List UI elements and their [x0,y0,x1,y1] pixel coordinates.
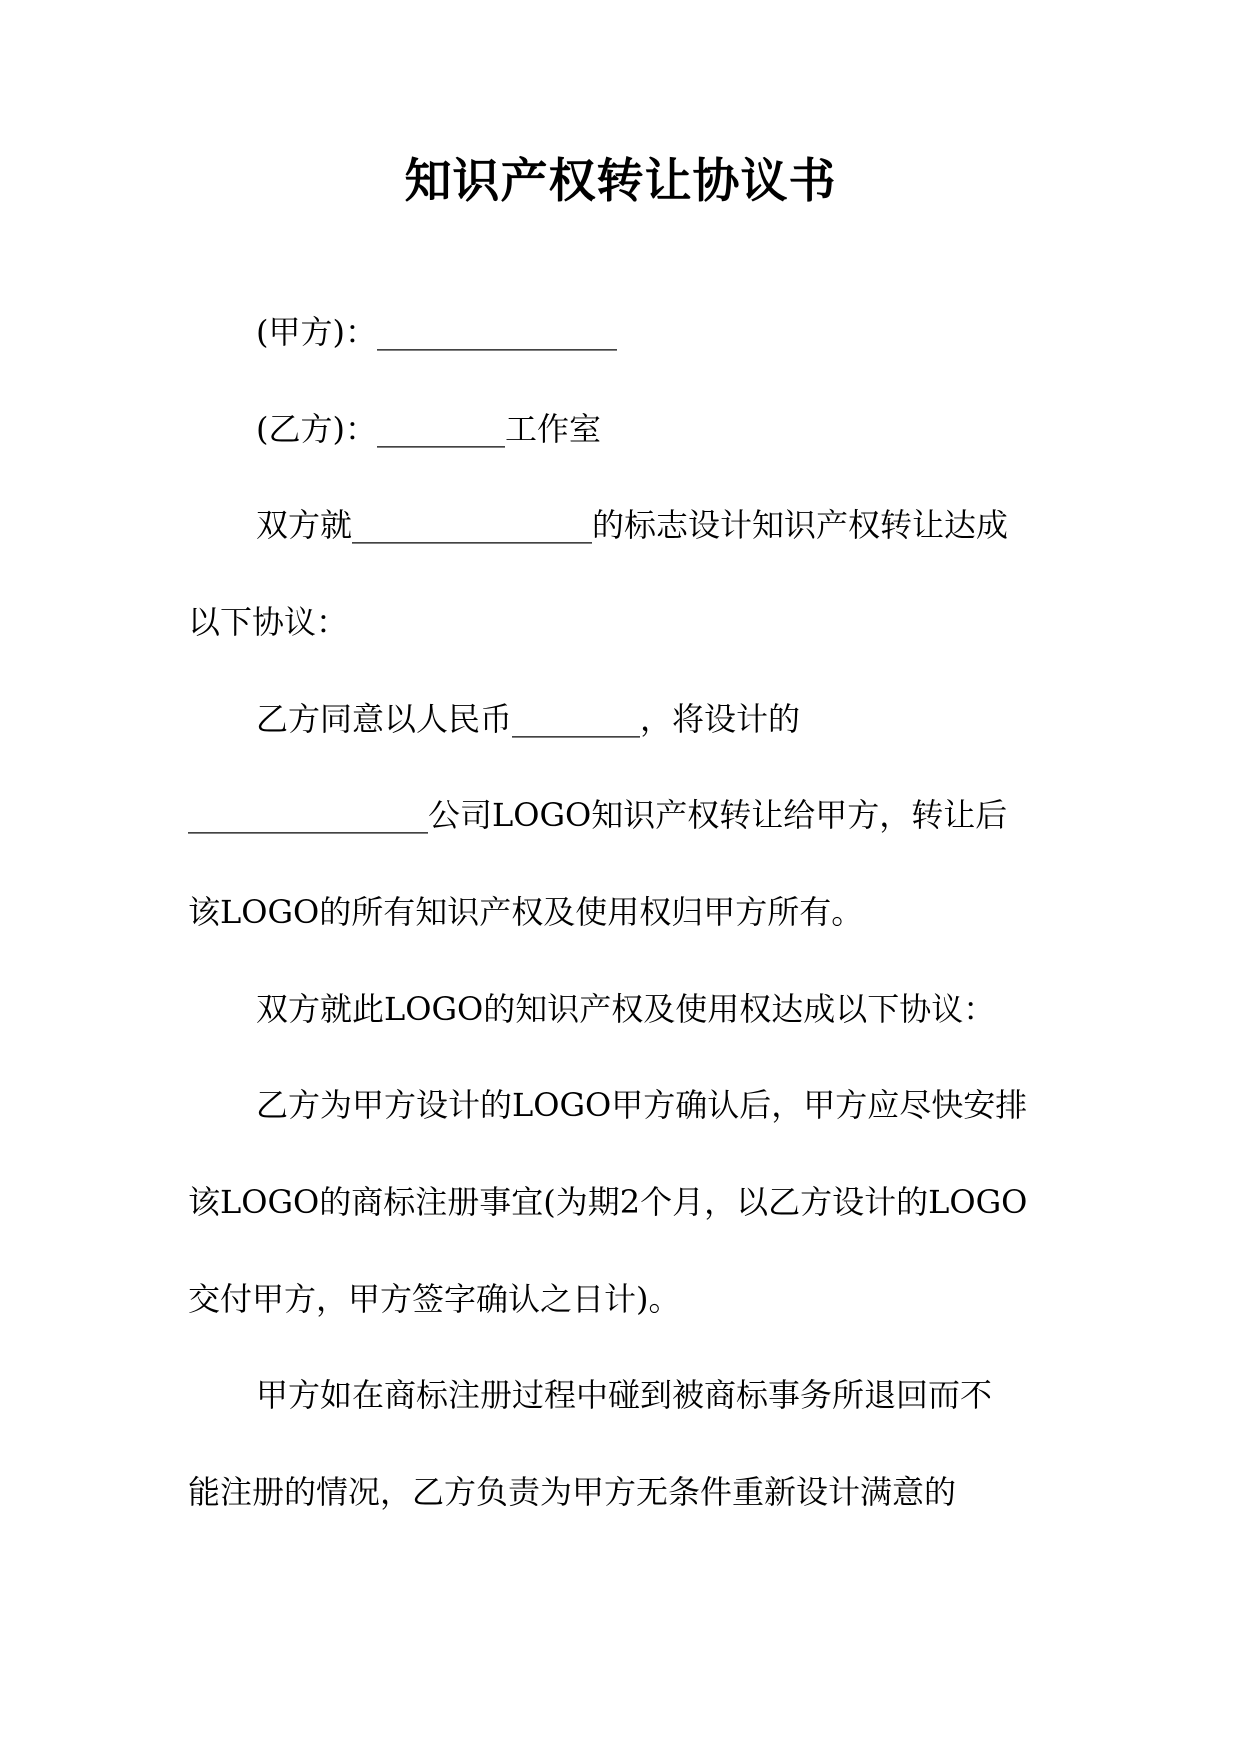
paragraph-line: 双方就此LOGO的知识产权及使用权达成以下协议： [256,990,996,1028]
party-b-line: (乙方)：________工作室 [256,410,601,448]
paragraph-line: 乙方为甲方设计的LOGO甲方确认后，甲方应尽快安排 [256,1086,1028,1124]
paragraph-line: 双方就_______________的标志设计知识产权转让达成 [256,506,1009,544]
paragraph-line: 以下协议： [188,603,349,641]
document-title: 知识产权转让协议书 [404,154,837,209]
paragraph-line: 交付甲方，甲方签字确认之日计)。 [188,1280,681,1318]
paragraph-line: 该LOGO的商标注册事宜(为期2个月，以乙方设计的LOGO [188,1183,1028,1221]
paragraph-line: 乙方同意以人民币________，将设计的 [256,700,801,738]
party-a-line: (甲方)：_______________ [256,313,617,351]
paragraph-line: _______________公司LOGO知识产权转让给甲方，转让后 [188,796,1008,834]
paragraph-line: 能注册的情况，乙方负责为甲方无条件重新设计满意的 [188,1473,957,1511]
paragraph-line: 甲方如在商标注册过程中碰到被商标事务所退回而不 [256,1376,993,1414]
paragraph-line: 该LOGO的所有知识产权及使用权归甲方所有。 [188,893,864,931]
